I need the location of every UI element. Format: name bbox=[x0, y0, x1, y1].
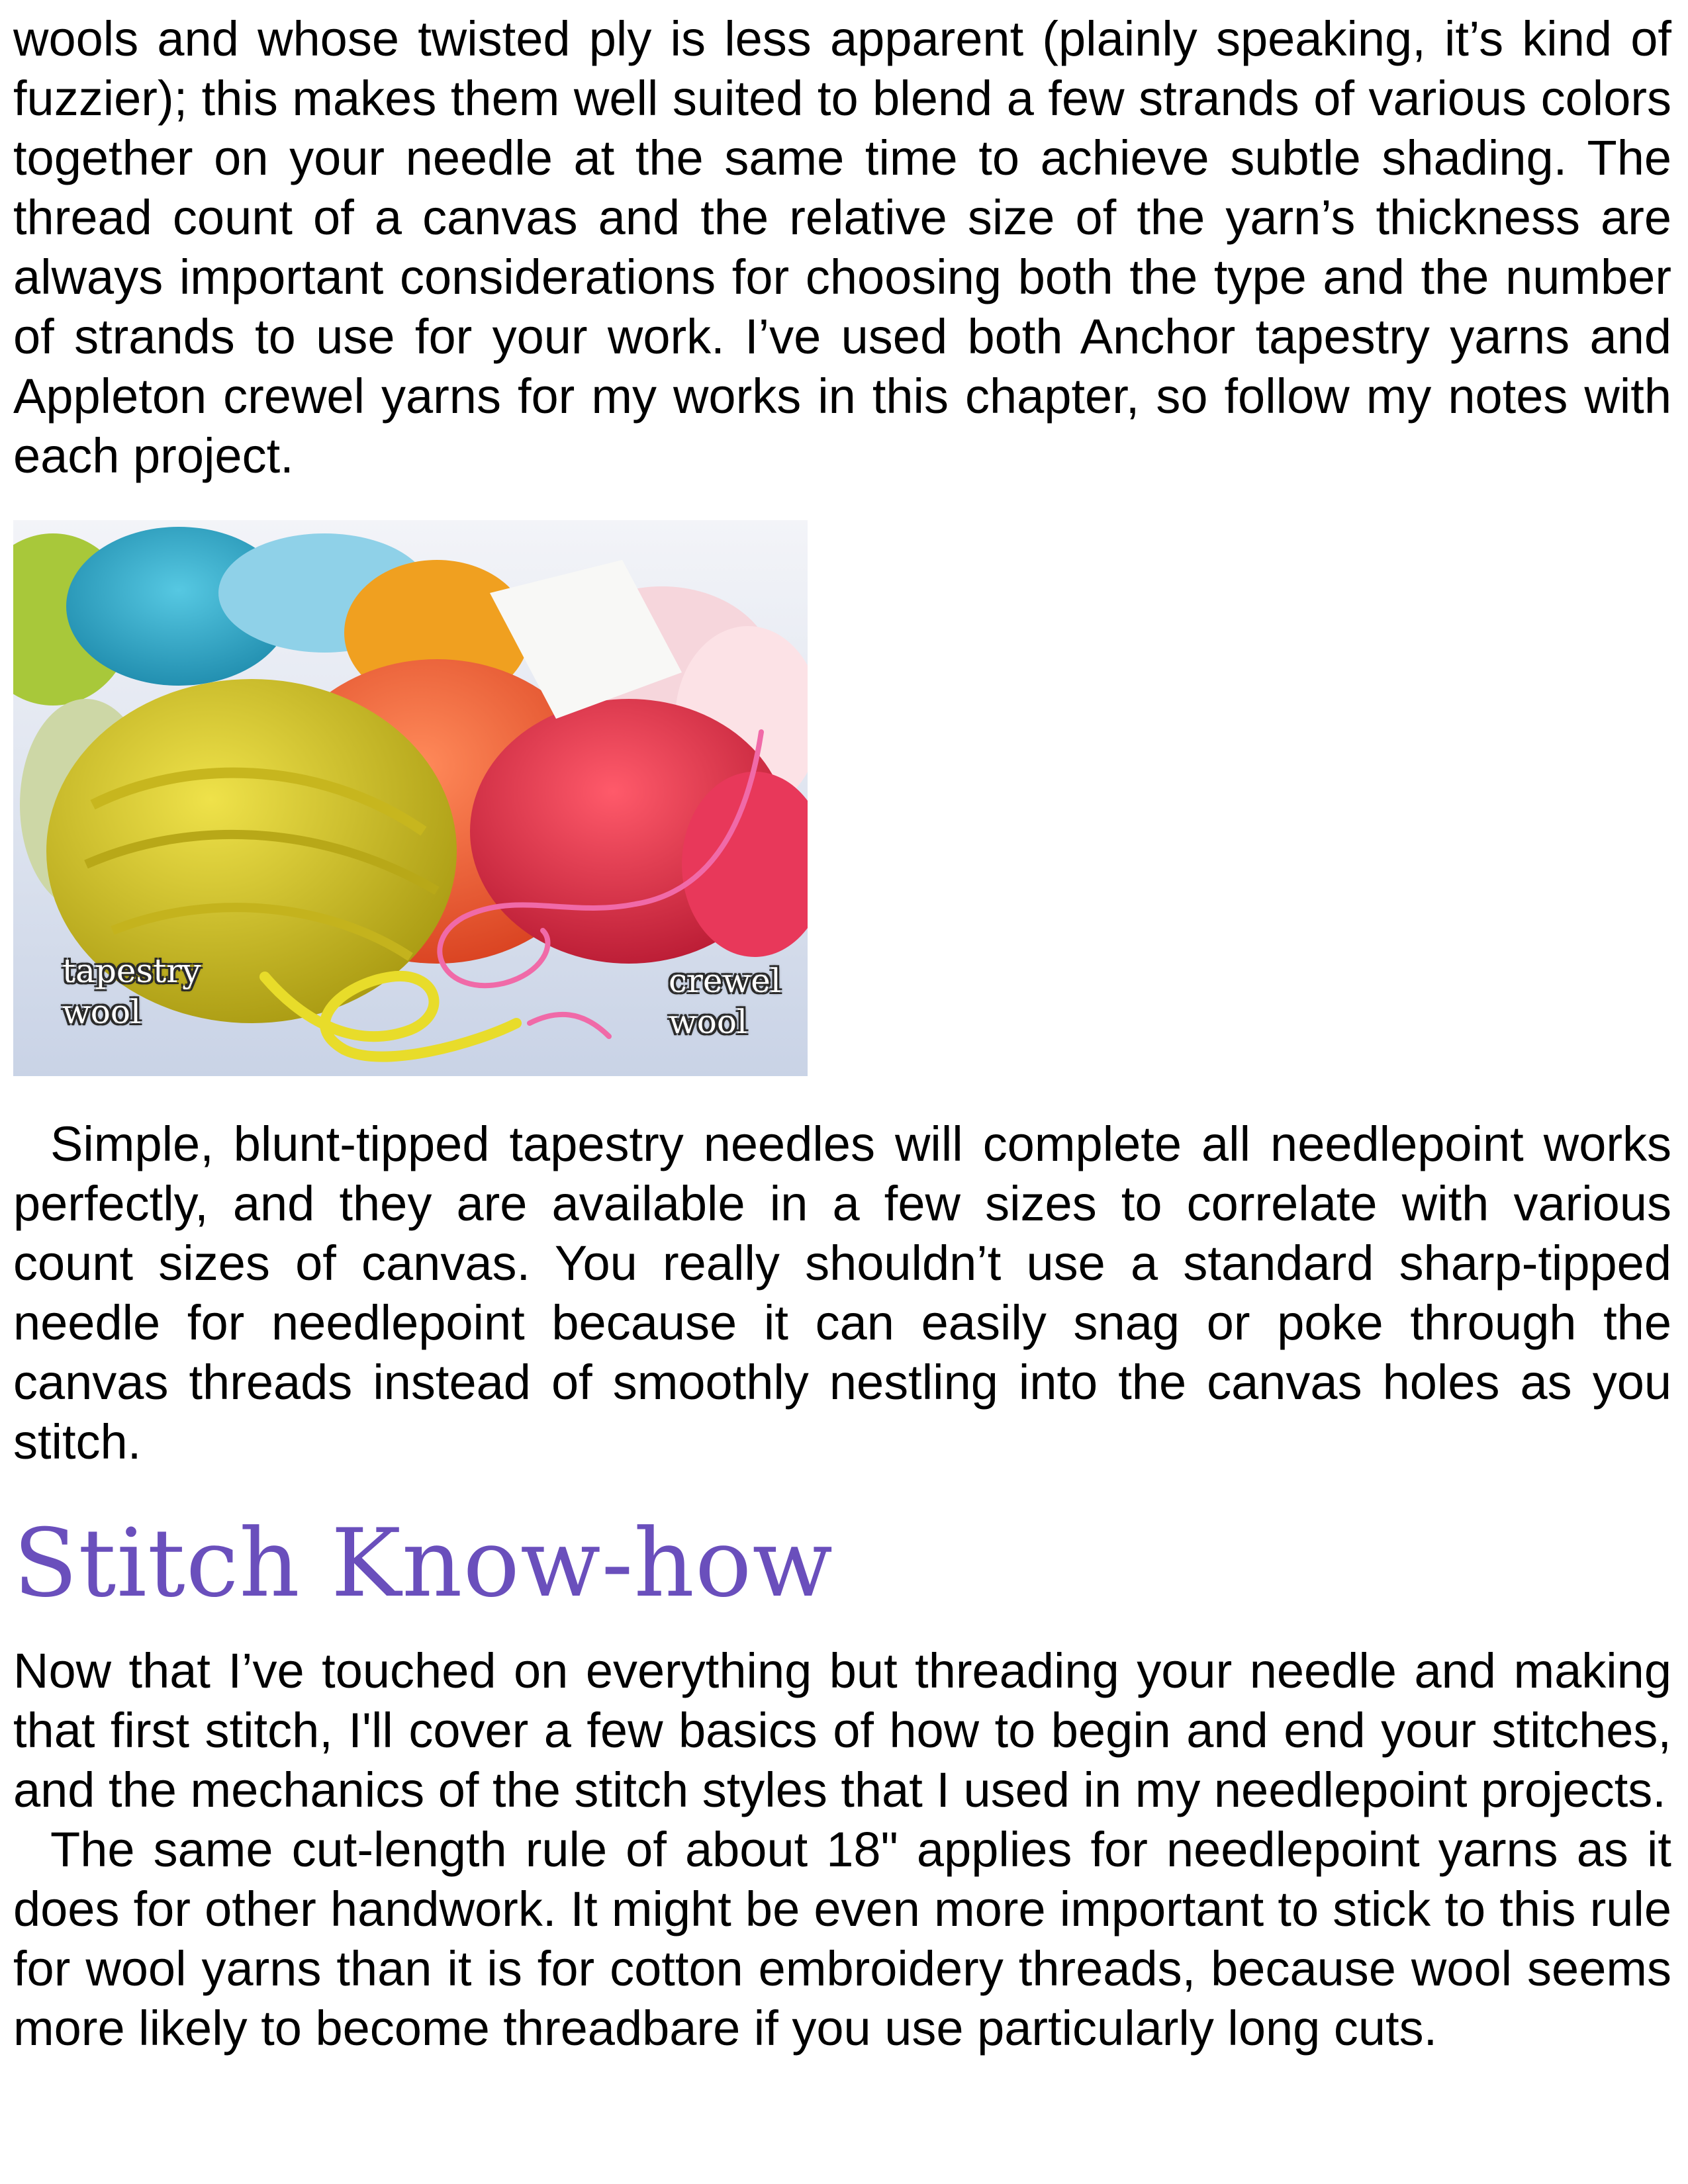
paragraph-intro-stitches: Now that I’ve touched on everything but threading your needle and making that first stitch, I'll cover a few basics of how to begin and end your stitches, and the mechanics of the stitch styles that I used in my needlepoint projects. bbox=[13, 1643, 1671, 1817]
caption-crewel-wool bbox=[669, 960, 781, 1042]
caption-tapestry-line2: wool bbox=[62, 993, 141, 1031]
caption-tapestry-wool bbox=[62, 950, 201, 1032]
paragraph-cut-length: The same cut-length rule of about 18" applies for needlepoint yarns as it does for other handwork. It might be even more important to stick to this rule for wool yarns than it is for cotton embroidery threads, because wool seems more likely to become threadbare if you use particularly long cuts. bbox=[13, 1822, 1671, 2056]
section-heading: Stitch Know-how bbox=[13, 1509, 833, 1618]
paragraph-needles: Simple, blunt-tipped tapestry needles will complete all needlepoint works perfectly, and they are available in a few sizes to correlate with various count sizes of canvas. You really shouldn’t use a standard sharp-tipped needle for needlepoint because it can easily snag or poke through the canvas threads instead of smoothly nestling into the canvas holes as you stitch. bbox=[13, 1116, 1671, 1469]
caption-crewel-line2: wool bbox=[669, 1003, 747, 1041]
caption-tapestry-line1: tapestry bbox=[62, 952, 201, 990]
document-page bbox=[13, 0, 1671, 2058]
paragraph-wool-types: wools and whose twisted ply is less apparent (plainly speaking, it’s kind of fuzzier); this makes them well suited to blend a few strands of various colors together on your needle at the same time to achieve subtle shading. The thread count of a canvas and the relative size of the yarn’s thickness are always important considerations for choosing both the type and the number of strands to use for your work. I’ve used both Anchor tapestry yarns and Appleton crewel yarns for my works in this chapter, so follow my notes with each project. bbox=[13, 11, 1671, 483]
caption-crewel-line1: crewel bbox=[669, 962, 781, 1000]
yarn-photo bbox=[13, 520, 808, 1076]
